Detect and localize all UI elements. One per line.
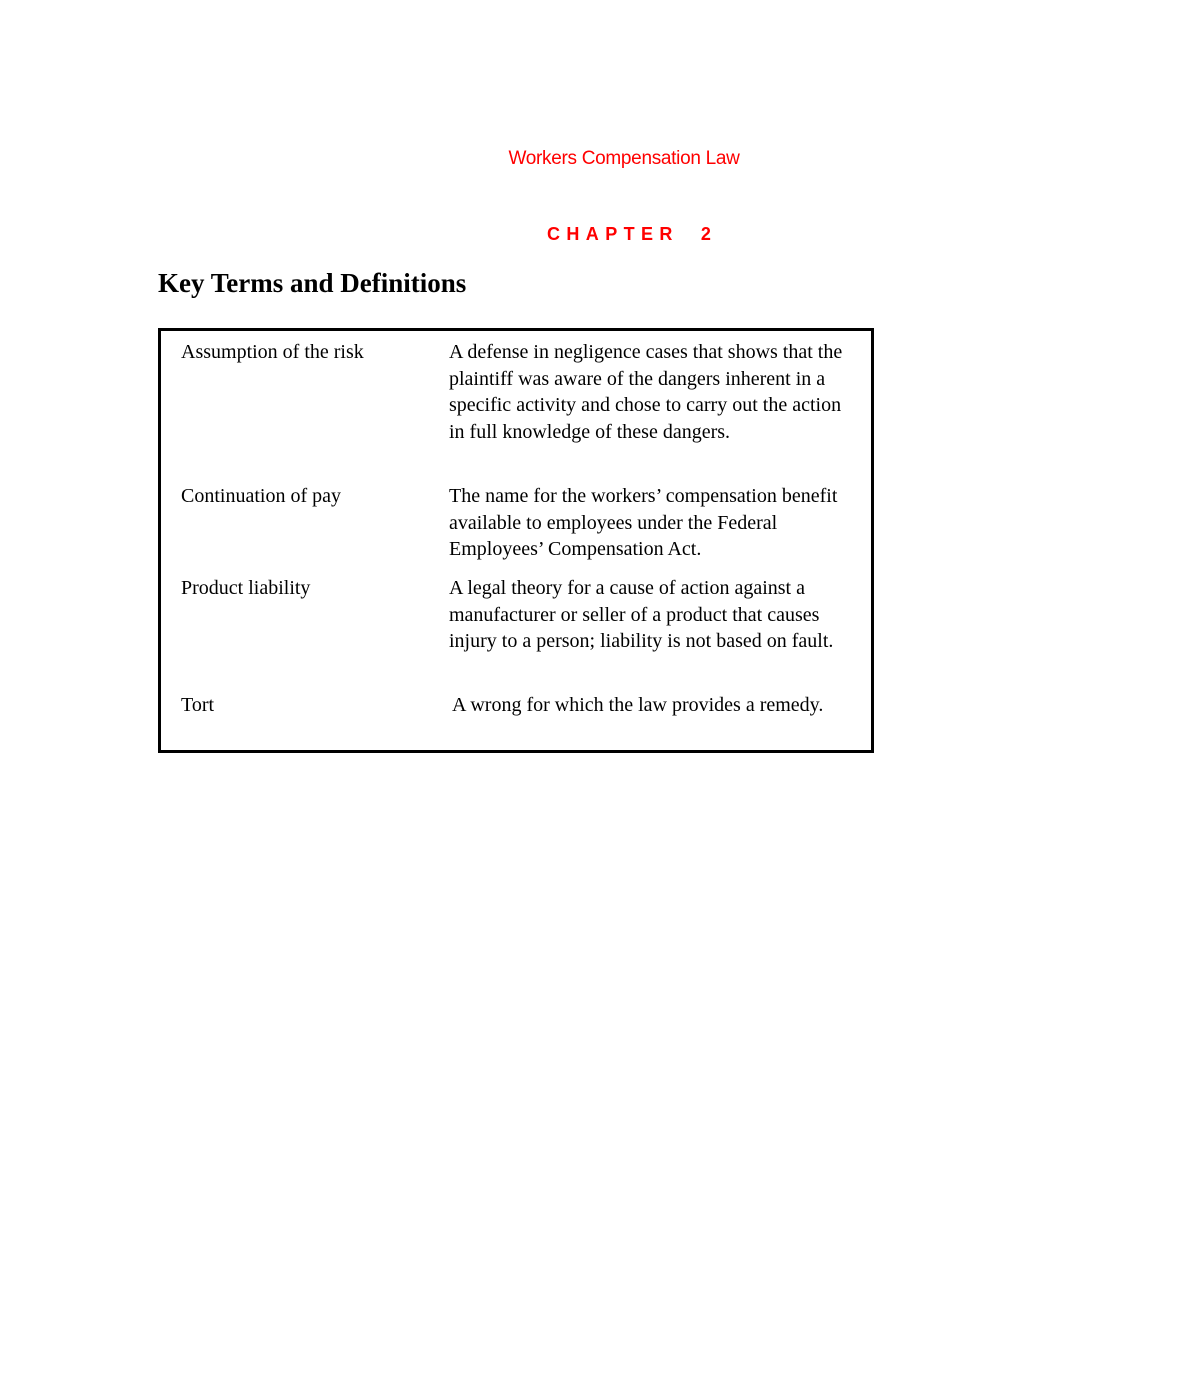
term-name: Tort: [181, 694, 215, 716]
term-definition: The name for the workers’ compensation benefit available to employees under the Federal Employees’ Compensation Act.: [449, 485, 838, 560]
chapter-heading: [547, 224, 711, 245]
term-name: Assumption of the risk: [181, 341, 364, 363]
term-definition: A wrong for which the law provides a remedy.: [452, 694, 824, 716]
book-title: Workers Compensation Law: [508, 148, 740, 169]
term-name: Product liability: [181, 577, 311, 599]
chapter-number: 2: [700, 224, 711, 244]
term-definition: A legal theory for a cause of action against a manufacturer or seller of a product that causes injury to a person; liability is not based on fault.: [449, 577, 834, 652]
key-terms-table: [158, 328, 874, 753]
chapter-label: CHAPTER: [547, 224, 679, 244]
term-definition: A defense in negligence cases that shows that the plaintiff was aware of the dangers inherent in a specific activity and chose to carry out the action in full knowledge of these dangers.: [449, 341, 843, 443]
section-heading: Key Terms and Definitions: [158, 268, 467, 298]
term-name: Continuation of pay: [181, 485, 341, 507]
